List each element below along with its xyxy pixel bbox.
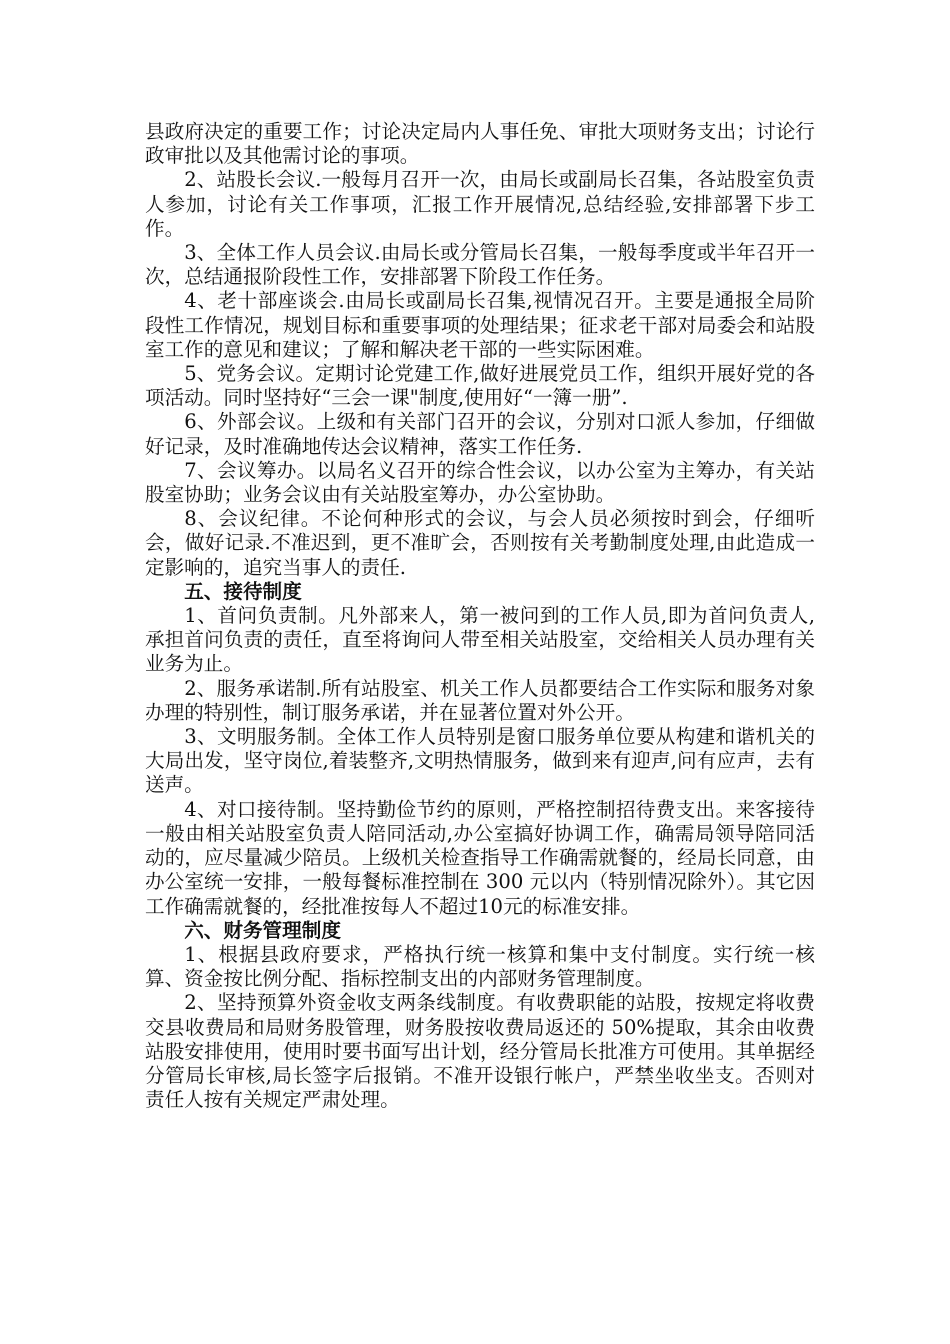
paragraph-reception-1: 1、首问负责制。凡外部来人，第一被问到的工作人员,即为首问负责人,承担首问负责的责任，直至将询问人带至相关站股室，交给相关人员办理有关业务为止。 — [145, 604, 815, 676]
paragraph-reception-2: 2、服务承诺制.所有站股室、机关工作人员都要结合工作实际和服务对象办理的特别性，制订服务承诺，并在显著位置对外公开。 — [145, 676, 815, 724]
paragraph-meeting-8: 8、会议纪律。不论何种形式的会议，与会人员必须按时到会，仔细听会，做好记录.不准迟到，更不准旷会，否则按有关考勤制度处理,由此造成一定影响的，追究当事人的责任. — [145, 507, 815, 579]
paragraph-meeting-7: 7、会议筹办。以局名义召开的综合性会议，以办公室为主筹办，有关站股室协助；业务会议由有关站股室筹办，办公室协助。 — [145, 458, 815, 507]
paragraph-meeting-5: 5、党务会议。定期讨论党建工作,做好进展党员工作，组织开展好党的各项活动。同时坚持好“三会一课"制度,使用好“一簿一册”. — [145, 362, 815, 410]
paragraph-finance-1: 1、根据县政府要求，严格执行统一核算和集中支付制度。实行统一核算、资金按比例分配、指标控制支出的内部财务管理制度。 — [145, 942, 815, 991]
paragraph-continuation: 县政府决定的重要工作；讨论决定局内人事任免、审批大项财务支出；讨论行政审批以及其他需讨论的事项。 — [145, 120, 815, 168]
paragraph-meeting-4: 4、老十部座谈会.由局长或副局长召集,视情况召开。主要是通报全局阶段性工作情况，规划目标和重要事项的处理结果；征求老干部对局委会和站股室工作的意见和建议；了解和解决老干部的一些实际困难。 — [145, 289, 815, 361]
paragraph-meeting-6: 6、外部会议。上级和有关部门召开的会议，分别对口派人参加，仔细做好记录，及时准确地传达会议精神，落实工作任务. — [145, 410, 815, 458]
section-heading-finance: 六、财务管理制度 — [184, 918, 341, 942]
paragraph-meeting-2: 2、站股长会议.一般每月召开一次，由局长或副局长召集，各站股室负责人参加，讨论有关工作事项，汇报工作开展情况,总结经验,安排部署下步工作。 — [145, 168, 815, 240]
paragraph-finance-2: 2、坚持预算外资金收支两条线制度。有收费职能的站股，按规定将收费交县收费局和局财务股管理，财务股按收费局返还的 50%提取，其余由收费站股安排使用，使用时要书面写出计划，经分管局长批准方可使用。其单据经分管局长审核,局长签字后报销。不准开设银行帐户，严禁坐收坐支。否则对责任人按有关规定严肃处理。 — [145, 991, 815, 1112]
document-page — [145, 120, 815, 1112]
paragraph-meeting-3: 3、全体工作人员会议.由局长或分管局长召集，一般每季度或半年召开一次，总结通报阶段性工作，安排部署下阶段工作任务。 — [145, 241, 815, 289]
paragraph-reception-4: 4、对口接待制。坚持勤俭节约的原则，严格控制招待费支出。来客接待一般由相关站股室负责人陪同活动,办公室搞好协调工作，确需局领导陪同活动的，应尽量减少陪员。上级机关检查指导工作确需就餐的，经局长同意，由办公室统一安排，一般每餐标准控制在 300 元以内（特别情况除外）。其它因工作确需就餐的，经批准按每人不超过10元的标准安排。 — [145, 797, 815, 918]
section-heading-reception: 五、接待制度 — [184, 579, 302, 603]
paragraph-reception-3: 3、文明服务制。全体工作人员特别是窗口服务单位要从构建和谐机关的大局出发，坚守岗位,着装整齐,文明热情服务，做到来有迎声,问有应声，去有送声。 — [145, 725, 815, 797]
